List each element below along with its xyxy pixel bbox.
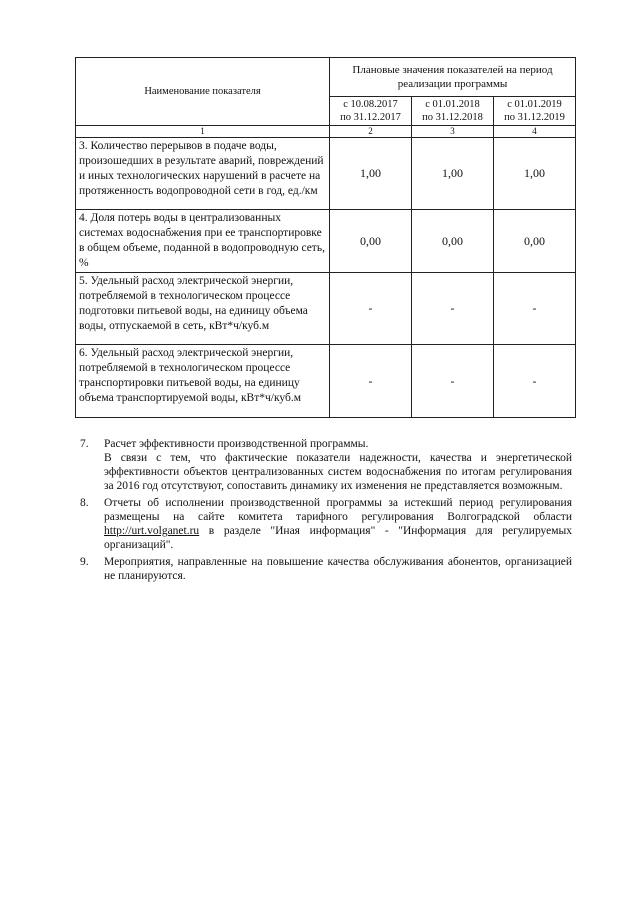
indicator-name: 4. Доля потерь воды в централизованных системах водоснабжения при ее транспортировке в общем объеме, поданной в водопроводную сеть, % — [76, 210, 330, 273]
indicator-value: 0,00 — [412, 210, 494, 273]
period-cell: с 01.01.2019 по 31.12.2019 — [494, 97, 576, 126]
header-plan-cell: Плановые значения показателей на период реализации программы — [330, 58, 576, 97]
note-text: Мероприятия, направленные на повышение качества обслуживания абонентов, организацией не планируются. — [104, 556, 572, 582]
column-number: 2 — [330, 126, 412, 138]
note-item — [80, 496, 572, 552]
note-body — [104, 437, 572, 493]
column-number: 3 — [412, 126, 494, 138]
notes-list — [80, 437, 572, 586]
indicator-value: - — [330, 345, 412, 418]
indicator-value: 0,00 — [494, 210, 576, 273]
indicator-value: - — [330, 273, 412, 345]
column-number: 1 — [76, 126, 330, 138]
table-header-row — [76, 58, 576, 97]
note-body — [104, 496, 572, 552]
note-title: Расчет эффективности производственной программы. — [104, 438, 369, 450]
column-number-row — [76, 126, 576, 138]
table-row — [76, 345, 576, 418]
note-number: 8. — [80, 497, 89, 509]
note-number: 7. — [80, 438, 89, 450]
indicator-name: 3. Количество перерывов в подаче воды, произошедших в результате аварий, повреждений и иных технологических нарушений в расчете на протяженность водопроводной сети в год, ед./км — [76, 138, 330, 210]
indicator-name: 6. Удельный расход электрической энергии, потребляемой в технологическом процессе транспортировки питьевой воды, на единицу объема транспортируемой воды, кВт*ч/куб.м — [76, 345, 330, 418]
note-number: 9. — [80, 556, 89, 568]
period-cell: с 10.08.2017 по 31.12.2017 — [330, 97, 412, 126]
indicator-name: 5. Удельный расход электрической энергии, потребляемой в технологическом процессе подготовки питьевой воды, на единицу объема воды, отпускаемой в сеть, кВт*ч/куб.м — [76, 273, 330, 345]
header-name-cell: Наименование показателя — [76, 58, 330, 126]
indicator-value: 0,00 — [330, 210, 412, 273]
indicator-value: - — [412, 273, 494, 345]
indicator-value: 1,00 — [330, 138, 412, 210]
period-cell: с 01.01.2018 по 31.12.2018 — [412, 97, 494, 126]
indicator-value: - — [494, 273, 576, 345]
regulator-site-link[interactable]: http://urt.volganet.ru — [104, 525, 200, 537]
indicator-value: 1,00 — [412, 138, 494, 210]
table-row — [76, 273, 576, 345]
note-text: В связи с тем, что фактические показатели надежности, качества и энергетической эффективности объектов централизованных систем водоснабжения по итогам регулирования за 2016 год отсутствуют, сопоставить динамику их изменения не представляется возможным. — [104, 452, 572, 492]
note-body — [104, 555, 572, 583]
table-row — [76, 210, 576, 273]
note-text: Отчеты об исполнении производственной программы за истекший период регулирования размещены на сайте комитета тарифного регулирования Волгоградской области http://urt.volganet.ru в разделе "Иная информация" - "Информация для регулируемых организаций". — [104, 497, 572, 551]
note-item — [80, 437, 572, 493]
table-row — [76, 138, 576, 210]
indicator-value: - — [412, 345, 494, 418]
indicators-table — [75, 57, 576, 418]
column-number: 4 — [494, 126, 576, 138]
note-item — [80, 555, 572, 583]
indicator-value: 1,00 — [494, 138, 576, 210]
indicator-value: - — [494, 345, 576, 418]
